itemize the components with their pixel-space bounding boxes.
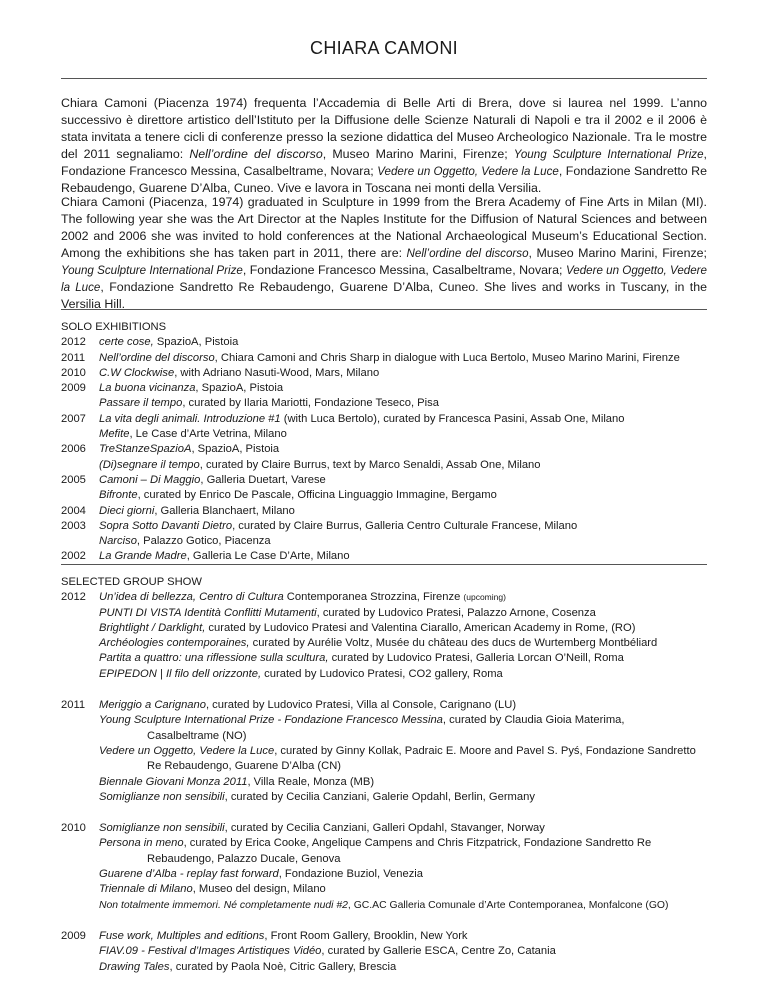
exhibition-title: Fuse work, Multiples and editions <box>99 929 265 942</box>
exhibition-title: La Grande Madre <box>99 550 187 563</box>
exhibition-entry <box>99 651 721 666</box>
exhibition-details: Contemporanea Strozzina, Firenze <box>283 591 464 604</box>
exhibition-details-cont: Re Rebaudengo, Guarene D’Alba (CN) <box>147 760 342 773</box>
exhibition-title: Bifronte <box>99 489 138 502</box>
exhibition-row <box>61 442 721 457</box>
year-group <box>61 590 721 682</box>
exhibition-details: , Galleria Blanchaert, Milano <box>154 504 295 517</box>
exhibition-entry <box>99 836 721 851</box>
exhibition-details: , Villa Reale, Monza (MB) <box>247 775 375 788</box>
exhibition-details: , curated by Ludovico Pratesi, Villa al Console, Carignano (LU) <box>205 699 517 712</box>
exhibition-details: , Museo del design, Milano <box>192 883 326 896</box>
exhibition-row <box>61 366 721 381</box>
bio-text: , Museo Marino Marini, Firenze; <box>322 147 514 161</box>
solo-exhibitions-section <box>61 320 721 565</box>
year-label: 2010 <box>61 822 86 835</box>
exhibition-details-cont: Casalbeltrame (NO) <box>147 729 247 742</box>
bio-exhibition-title: Nell’ordine del discorso <box>406 247 529 260</box>
exhibition-title: Non totalmente immemori. Né completamente nudi #2 <box>99 899 348 911</box>
year-label: 2003 <box>61 519 86 532</box>
exhibition-row <box>61 488 721 503</box>
exhibition-entry <box>99 351 721 366</box>
solo-exhibitions-list <box>61 335 721 564</box>
year-label <box>61 534 99 549</box>
year-label: 2007 <box>61 412 86 425</box>
exhibition-title: Camoni – Di Maggio <box>99 473 201 486</box>
exhibition-title: Meriggio a Carignano <box>99 699 206 712</box>
exhibition-entry <box>99 744 721 759</box>
year-label: 2002 <box>61 550 86 563</box>
exhibition-title: Sopra Sotto Davanti Dietro <box>99 519 233 532</box>
exhibition-details: , curated by Gallerie ESCA, Centre Zo, Catania <box>321 945 556 958</box>
bio-text: , Museo Marino Marini, Firenze; <box>528 246 707 260</box>
exhibition-row <box>61 534 721 549</box>
bio-italian <box>61 95 707 197</box>
exhibition-note: (upcoming) <box>463 592 506 603</box>
exhibition-title: Somiglianze non sensibili <box>99 790 225 803</box>
exhibition-entry <box>99 458 721 473</box>
exhibition-details: , curated by Ginny Kollak, Padraic E. Moore and Pavel S. Pyś, Fondazione Sandretto <box>274 744 696 757</box>
exhibition-entry <box>99 504 721 519</box>
exhibition-details: , curated by Erica Cooke, Angelique Campens and Chris Fitzpatrick, Fondazione Sandretto Re <box>183 837 652 850</box>
exhibition-title: Archéologies contemporaines, <box>99 637 250 650</box>
year-label: 2009 <box>61 382 86 395</box>
exhibition-title: Somiglianze non sensibili <box>99 822 225 835</box>
exhibition-details-cont: Rebaudengo, Palazzo Ducale, Genova <box>147 852 341 865</box>
year-label <box>61 396 99 411</box>
exhibition-entry <box>99 667 721 682</box>
exhibition-details: , Le Case d’Arte Vetrina, Milano <box>129 428 287 441</box>
year-label: 2011 <box>61 699 86 712</box>
exhibition-details: , curated by Claire Burrus, text by Marco Senaldi, Assab One, Milano <box>199 458 541 471</box>
exhibition-list <box>99 590 721 682</box>
exhibition-entry <box>99 960 721 975</box>
exhibition-entry <box>99 366 721 381</box>
exhibition-details: , Galleria Le Case D’Arte, Milano <box>186 550 350 563</box>
exhibition-details: , curated by Ilaria Mariotti, Fondazione Teseco, Pisa <box>182 397 439 410</box>
year-label <box>61 458 99 473</box>
year-label: 2011 <box>61 351 86 364</box>
section-heading: SELECTED GROUP SHOW <box>61 576 202 588</box>
bio-exhibition-title: Nell’ordine del discorso <box>189 147 323 161</box>
exhibition-details: (with Luca Bertolo), curated by Francesca Pasini, Assab One, Milano <box>280 412 625 425</box>
exhibition-entry <box>99 412 721 427</box>
year-label <box>61 488 99 503</box>
exhibition-title: Dieci giorni <box>99 504 155 517</box>
exhibition-row <box>61 351 721 366</box>
exhibition-title: Brightlight / Darklight, <box>99 621 206 634</box>
exhibition-title: EPIPEDON | Il filo dell orizzonte, <box>99 667 262 680</box>
exhibition-details: , SpazioA, Pistoia <box>195 382 284 395</box>
exhibition-entry <box>99 867 721 882</box>
page-title: CHIARA CAMONI <box>310 38 458 58</box>
exhibition-title: TreStanzeSpazioA <box>99 443 192 456</box>
exhibition-entry <box>99 606 721 621</box>
exhibition-title: Drawing Tales <box>99 960 170 973</box>
exhibition-details: , SpazioA, Pistoia <box>191 443 280 456</box>
exhibition-entry <box>99 636 721 651</box>
exhibition-entry <box>99 821 721 836</box>
exhibition-entry <box>99 396 721 411</box>
year-group <box>61 698 721 805</box>
exhibition-title: Triennale di Milano <box>99 883 193 896</box>
exhibition-title: Biennale Giovani Monza 2011 <box>99 775 248 788</box>
exhibition-row <box>61 458 721 473</box>
bio-exhibition-title: Vedere un Oggetto, Vedere la Luce <box>377 165 559 178</box>
exhibition-details: , Palazzo Gotico, Piacenza <box>136 535 271 548</box>
exhibition-row <box>61 381 721 396</box>
year-label: 2009 <box>61 929 86 942</box>
exhibition-title: Narciso <box>99 535 137 548</box>
exhibition-entry <box>99 427 721 442</box>
bio-text: , Fondazione Sandretto Re Rebaudengo, Guarene D’Alba, Cuneo. Vive e lavora in Toscana nei monti della Versilia. <box>61 164 707 195</box>
year-label: 2004 <box>61 504 86 517</box>
exhibition-details: curated by Ludovico Pratesi and Valentina Ciarallo, American Academy in Rome, (RO) <box>205 621 636 634</box>
exhibition-details: , curated by Claire Burrus, Galleria Centro Culturale Francese, Milano <box>232 519 578 532</box>
exhibition-details: , curated by Cecilia Canziani, Galerie Opdahl, Berlin, Germany <box>224 790 535 803</box>
exhibition-row <box>61 412 721 427</box>
exhibition-details: , curated by Cecilia Canziani, Galleri Opdahl, Stavanger, Norway <box>224 822 545 835</box>
exhibition-title: Mefite <box>99 428 130 441</box>
exhibition-details: , curated by Paola Noè, Citric Gallery, Brescia <box>169 960 397 973</box>
divider <box>61 309 707 310</box>
exhibition-details: curated by Aurélie Voltz, Musée du château des ducs de Wurtemberg Montbéliard <box>249 637 658 650</box>
exhibition-details: , with Adriano Nasuti-Wood, Mars, Milano <box>174 366 380 379</box>
bio-exhibition-title: Young Sculpture International Prize <box>61 264 243 277</box>
exhibition-entry <box>99 775 721 790</box>
exhibition-details: , Galleria Duetart, Varese <box>200 473 326 486</box>
exhibition-entry <box>99 534 721 549</box>
group-shows-section <box>61 575 721 975</box>
bio-text: (Piacenza 1974) frequenta l’Accademia di Belle Arti di Brera, dove si laurea nel 1999. L’anno successivo è direttore artistico dell’Istituto per la Diffusione delle Scienze Naturali di Napoli e tra il 2002 e il 2006 è stata invitata a tenere cicli di conferenze presso la sezione didattica del Museo Archeologico Nazionale. Tra le mostre del 2011 segnaliamo: <box>61 96 707 161</box>
exhibition-entry <box>99 698 721 713</box>
exhibition-entry <box>99 549 721 564</box>
exhibition-entry <box>99 944 721 959</box>
exhibition-title: (Di)segnare il tempo <box>99 458 200 471</box>
bio-exhibition-title: Vedere un Oggetto, Vedere la Luce <box>61 264 707 294</box>
bio-text: , Fondazione Francesco Messina, Casalbeltrame, Novara; <box>61 147 707 178</box>
exhibition-row <box>61 504 721 519</box>
exhibition-title: La vita degli animali. Introduzione #1 <box>99 412 281 425</box>
exhibition-details: , curated by Ludovico Pratesi, Palazzo Arnone, Cosenza <box>316 606 596 619</box>
bio-english <box>61 194 707 313</box>
year-label: 2010 <box>61 366 86 379</box>
year-label: 2006 <box>61 443 86 456</box>
exhibition-details: , Front Room Gallery, Brooklin, New York <box>264 929 468 942</box>
exhibition-entry <box>99 519 721 534</box>
exhibition-entry <box>99 882 721 897</box>
exhibition-title: Un’idea di bellezza, Centro di Cultura <box>99 591 284 604</box>
year-group <box>61 821 721 913</box>
exhibition-details: curated by Ludovico Pratesi, Galleria Lorcan O’Neill, Roma <box>328 652 624 665</box>
exhibition-details: , Fondazione Buziol, Venezia <box>278 868 424 881</box>
exhibition-entry <box>99 381 721 396</box>
exhibition-entry <box>99 713 721 728</box>
divider <box>61 564 707 565</box>
bio-text: (Piacenza, 1974) graduated in Sculpture in 1999 from the Brera Academy of Fine Arts in Milan (MI). The following year she was the Art Director at the Naples Institute for the Diffusion of Natural Sciences and between 2002 and 2006 she was invited to hold conferences at the National Archaeological Museum’s Educational Section. Among the exhibitions she has taken part in 2011, there are: <box>61 195 708 260</box>
exhibition-details: SpazioA, Pistoia <box>153 336 239 349</box>
exhibition-entry <box>99 473 721 488</box>
exhibition-list <box>99 929 721 975</box>
artist-name: Chiara Camoni <box>61 96 147 110</box>
exhibition-title: Guarene d’Alba - replay fast forward <box>99 868 279 881</box>
exhibition-row <box>61 427 721 442</box>
exhibition-title: PUNTI DI VISTA Identità Conflitti Mutamenti <box>99 606 317 619</box>
bio-exhibition-title: Young Sculpture International Prize <box>513 148 704 161</box>
exhibition-row <box>61 549 721 564</box>
exhibition-title: certe cose, <box>99 336 154 349</box>
exhibition-list <box>99 698 721 805</box>
exhibition-row <box>61 335 721 350</box>
exhibition-title: Young Sculpture International Prize - Fondazione Francesco Messina <box>99 714 443 727</box>
exhibition-title: C.W Clockwise <box>99 366 175 379</box>
year-label: 2005 <box>61 473 86 486</box>
exhibition-entry <box>99 335 721 350</box>
exhibition-details: curated by Ludovico Pratesi, CO2 gallery, Roma <box>261 667 503 680</box>
exhibition-entry <box>99 442 721 457</box>
exhibition-title: Passare il tempo <box>99 397 183 410</box>
exhibition-details: , curated by Claudia Gioia Materima, <box>442 714 625 727</box>
exhibition-details: , GC.AC Galleria Comunale d’Arte Contemporanea, Monfalcone (GO) <box>347 899 669 911</box>
exhibition-list <box>99 821 721 913</box>
divider <box>61 78 707 79</box>
year-label: 2012 <box>61 591 86 604</box>
exhibition-entry <box>99 621 721 636</box>
bio-text: , Fondazione Sandretto Re Rebaudengo, Guarene D’Alba, Cuneo. She lives and works in Tuscany, in the Versilia Hill. <box>61 280 707 311</box>
year-label <box>61 427 99 442</box>
exhibition-row <box>61 396 721 411</box>
exhibition-entry <box>99 488 721 503</box>
exhibition-title: Partita a quattro: una riflessione sulla scultura, <box>99 652 329 665</box>
exhibition-title: Vedere un Oggetto, Vedere la Luce <box>99 744 275 757</box>
year-label: 2012 <box>61 336 86 349</box>
exhibition-entry <box>99 898 721 913</box>
artist-name: Chiara Camoni <box>61 195 145 209</box>
exhibition-entry <box>99 790 721 805</box>
exhibition-entry <box>99 590 721 605</box>
exhibition-title: Nell’ordine del discorso <box>99 351 215 364</box>
exhibition-title: Persona in meno <box>99 837 184 850</box>
exhibition-entry <box>99 929 721 944</box>
bio-text: , Fondazione Francesco Messina, Casalbeltrame, Novara; <box>242 263 566 277</box>
exhibition-row <box>61 473 721 488</box>
exhibition-title: FIAV.09 - Festival d’Images Artistiques Vidéo <box>99 945 322 958</box>
section-heading: SOLO EXHIBITIONS <box>61 321 167 333</box>
year-group <box>61 929 721 975</box>
exhibition-row <box>61 519 721 534</box>
exhibition-details: , curated by Enrico De Pascale, Officina Linguaggio Immagine, Bergamo <box>137 489 497 502</box>
exhibition-details: , Chiara Camoni and Chris Sharp in dialogue with Luca Bertolo, Museo Marino Marini, Firenze <box>214 351 680 364</box>
exhibition-title: La buona vicinanza <box>99 382 196 395</box>
